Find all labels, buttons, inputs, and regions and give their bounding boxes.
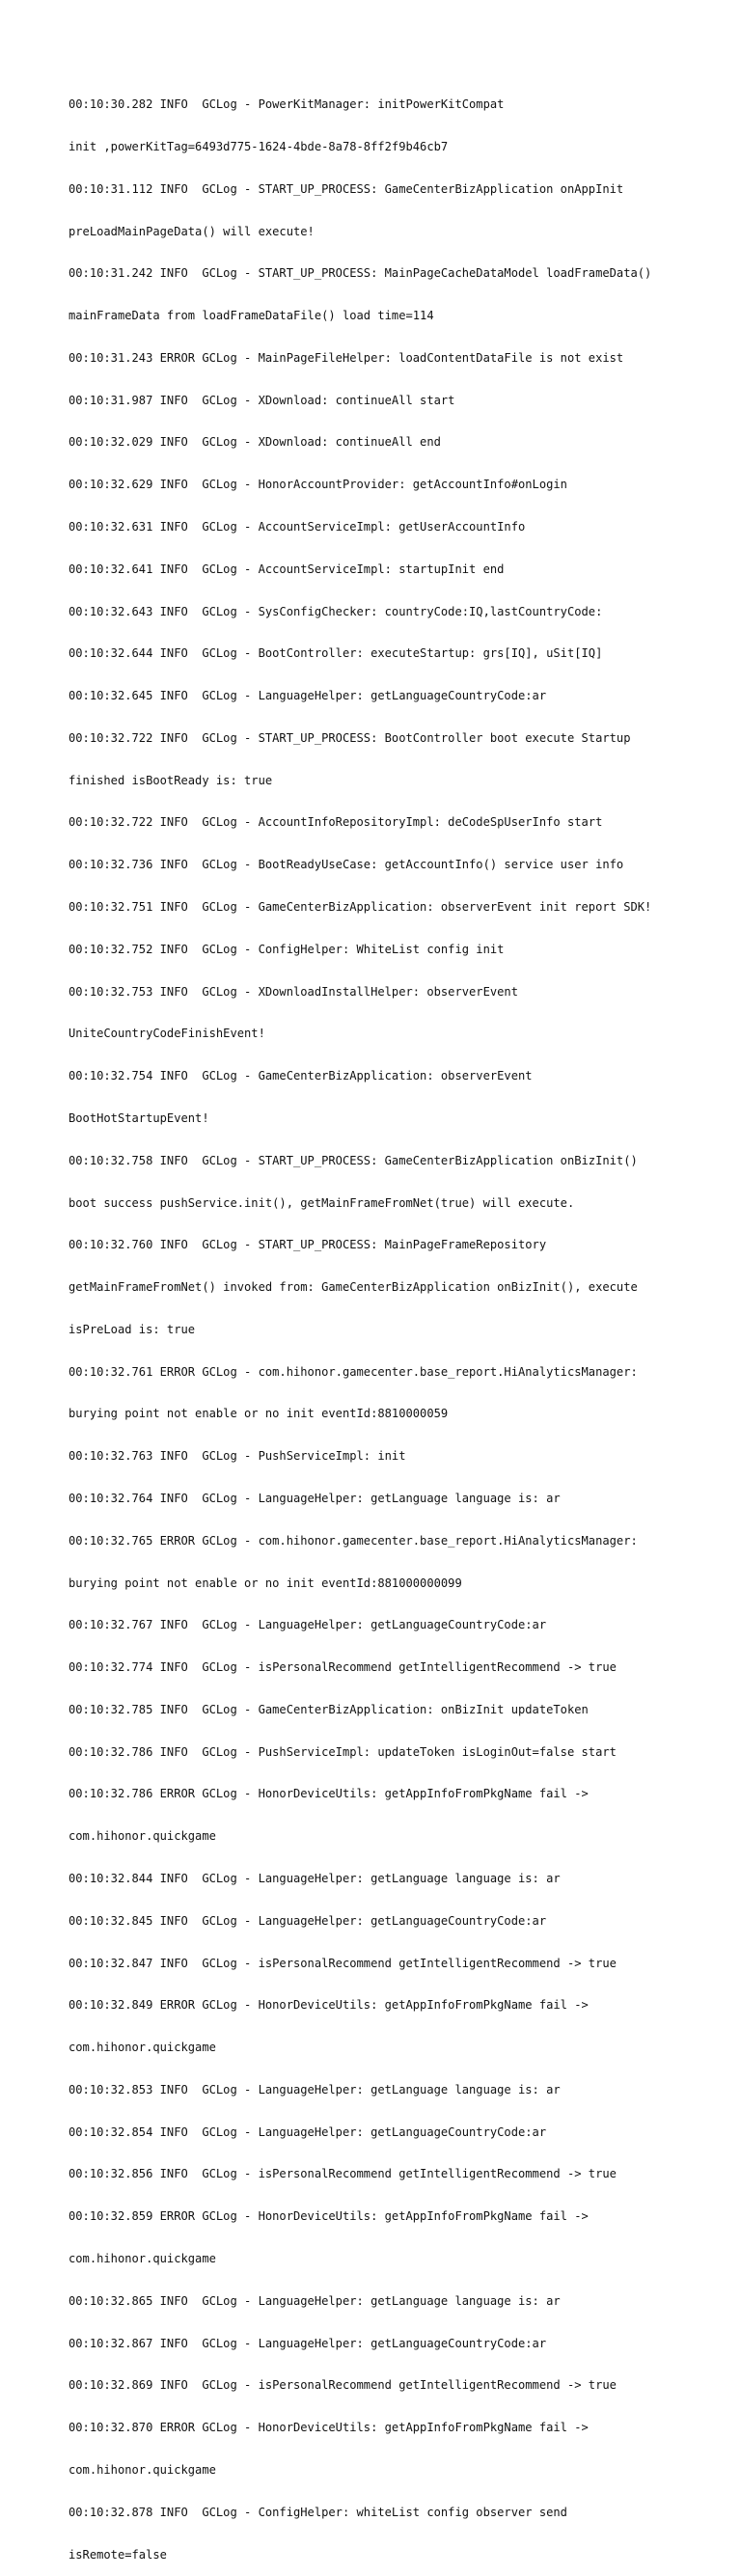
log-line: 00:10:32.854 INFO GCLog - LanguageHelper: getLanguageCountryCode:ar bbox=[69, 2124, 547, 2139]
log-line: burying point not enable or no init eventId:8810000059 bbox=[69, 1407, 449, 1421]
log-line: 00:10:32.722 INFO GCLog - AccountInfoRepositoryImpl: deCodeSpUserInfo start bbox=[69, 815, 603, 830]
log-line: 00:10:32.765 ERROR GCLog - com.hihonor.gamecenter.base_report.HiAnalyticsManager: bbox=[69, 1533, 638, 1548]
log-line: 00:10:32.722 INFO GCLog - START_UP_PROCESS: BootController boot execute Startup bbox=[69, 730, 631, 745]
log-line: 00:10:32.029 INFO GCLog - XDownload: continueAll end bbox=[69, 435, 441, 450]
log-line: preLoadMainPageData() will execute! bbox=[69, 224, 315, 238]
log-line: 00:10:32.845 INFO GCLog - LanguageHelper: getLanguageCountryCode:ar bbox=[69, 1913, 547, 1928]
log-line: 00:10:30.282 INFO GCLog - PowerKitManager: initPowerKitCompat bbox=[69, 97, 505, 112]
log-line: 00:10:32.751 INFO GCLog - GameCenterBizApplication: observerEvent init report SDK! bbox=[69, 900, 652, 915]
log-line: 00:10:31.243 ERROR GCLog - MainPageFileHelper: loadContentDataFile is not exist bbox=[69, 350, 624, 365]
log-line: BootHotStartupEvent! bbox=[69, 1110, 209, 1125]
log-line: 00:10:32.865 INFO GCLog - LanguageHelper: getLanguage language is: ar bbox=[69, 2293, 561, 2308]
log-line: 00:10:32.644 INFO GCLog - BootController: executeStartup: grs[IQ], uSit[IQ] bbox=[69, 646, 603, 661]
log-line: 00:10:32.859 ERROR GCLog - HonorDeviceUtils: getAppInfoFromPkgName fail -> bbox=[69, 2209, 589, 2224]
log-line: 00:10:32.754 INFO GCLog - GameCenterBizApplication: observerEvent bbox=[69, 1069, 533, 1083]
log-line: 00:10:31.112 INFO GCLog - START_UP_PROCESS: GameCenterBizApplication onAppInit bbox=[69, 181, 624, 196]
log-line: 00:10:32.847 INFO GCLog - isPersonalRecommend getIntelligentRecommend -> true bbox=[69, 1956, 617, 1970]
log-line: finished isBootReady is: true bbox=[69, 773, 273, 787]
log-line: 00:10:32.867 INFO GCLog - LanguageHelper: getLanguageCountryCode:ar bbox=[69, 2336, 547, 2350]
log-line: 00:10:32.643 INFO GCLog - SysConfigChecker: countryCode:IQ,lastCountryCode: bbox=[69, 604, 603, 618]
log-line: 00:10:32.763 INFO GCLog - PushServiceImpl: init bbox=[69, 1449, 406, 1464]
log-text bbox=[69, 69, 734, 2576]
log-line: 00:10:32.758 INFO GCLog - START_UP_PROCESS: GameCenterBizApplication onBizInit() bbox=[69, 1153, 638, 1167]
log-line: 00:10:32.761 ERROR GCLog - com.hihonor.gamecenter.base_report.HiAnalyticsManager: bbox=[69, 1364, 638, 1379]
log-line: isPreLoad is: true bbox=[69, 1322, 196, 1336]
log-line: 00:10:32.878 INFO GCLog - ConfigHelper: whiteList config observer send bbox=[69, 2505, 567, 2519]
log-line: UniteCountryCodeFinishEvent! bbox=[69, 1027, 265, 1041]
log-line: 00:10:31.242 INFO GCLog - START_UP_PROCESS: MainPageCacheDataModel loadFrameData() bbox=[69, 266, 652, 281]
log-line: boot success pushService.init(), getMainFrameFromNet(true) will execute. bbox=[69, 1195, 575, 1210]
log-line: 00:10:32.760 INFO GCLog - START_UP_PROCESS: MainPageFrameRepository bbox=[69, 1238, 547, 1252]
log-line: 00:10:32.764 INFO GCLog - LanguageHelper: getLanguage language is: ar bbox=[69, 1491, 561, 1505]
log-line: 00:10:32.736 INFO GCLog - BootReadyUseCase: getAccountInfo() service user info bbox=[69, 858, 624, 872]
log-line: init ,powerKitTag=6493d775-1624-4bde-8a78-8ff2f9b46cb7 bbox=[69, 139, 449, 153]
log-line: mainFrameData from loadFrameDataFile() load time=114 bbox=[69, 309, 434, 323]
log-line: isRemote=false bbox=[69, 2547, 167, 2562]
log-line: 00:10:32.631 INFO GCLog - AccountServiceImpl: getUserAccountInfo bbox=[69, 520, 526, 534]
log-line: 00:10:32.774 INFO GCLog - isPersonalRecommend getIntelligentRecommend -> true bbox=[69, 1660, 617, 1675]
log-line: 00:10:32.785 INFO GCLog - GameCenterBizApplication: onBizInit updateToken bbox=[69, 1702, 589, 1716]
log-line: 00:10:32.849 ERROR GCLog - HonorDeviceUtils: getAppInfoFromPkgName fail -> bbox=[69, 1998, 589, 2013]
log-line: burying point not enable or no init eventId:881000000099 bbox=[69, 1576, 462, 1590]
log-line: 00:10:32.853 INFO GCLog - LanguageHelper: getLanguage language is: ar bbox=[69, 2082, 561, 2096]
log-line: com.hihonor.quickgame bbox=[69, 2252, 216, 2266]
log-line: 00:10:32.786 ERROR GCLog - HonorDeviceUtils: getAppInfoFromPkgName fail -> bbox=[69, 1787, 589, 1801]
log-line: 00:10:32.844 INFO GCLog - LanguageHelper: getLanguage language is: ar bbox=[69, 1872, 561, 1885]
log-line: com.hihonor.quickgame bbox=[69, 1829, 216, 1844]
log-line: com.hihonor.quickgame bbox=[69, 2462, 216, 2477]
log-line: 00:10:32.645 INFO GCLog - LanguageHelper: getLanguageCountryCode:ar bbox=[69, 689, 547, 703]
log-line: 00:10:31.987 INFO GCLog - XDownload: continueAll start bbox=[69, 393, 455, 407]
log-line: getMainFrameFromNet() invoked from: GameCenterBizApplication onBizInit(), execute bbox=[69, 1280, 638, 1295]
log-line: 00:10:32.752 INFO GCLog - ConfigHelper: WhiteList config init bbox=[69, 942, 505, 956]
log-line: 00:10:32.869 INFO GCLog - isPersonalRecommend getIntelligentRecommend -> true bbox=[69, 2378, 617, 2393]
log-line: 00:10:32.786 INFO GCLog - PushServiceImpl: updateToken isLoginOut=false start bbox=[69, 1744, 617, 1759]
log-line: 00:10:32.870 ERROR GCLog - HonorDeviceUtils: getAppInfoFromPkgName fail -> bbox=[69, 2421, 589, 2435]
log-line: 00:10:32.753 INFO GCLog - XDownloadInstallHelper: observerEvent bbox=[69, 984, 518, 999]
log-line: com.hihonor.quickgame bbox=[69, 2041, 216, 2055]
log-line: 00:10:32.629 INFO GCLog - HonorAccountProvider: getAccountInfo#onLogin bbox=[69, 478, 567, 492]
log-line: 00:10:32.767 INFO GCLog - LanguageHelper: getLanguageCountryCode:ar bbox=[69, 1618, 547, 1632]
log-line: 00:10:32.641 INFO GCLog - AccountServiceImpl: startupInit end bbox=[69, 562, 505, 576]
log-line: 00:10:32.856 INFO GCLog - isPersonalRecommend getIntelligentRecommend -> true bbox=[69, 2167, 617, 2181]
